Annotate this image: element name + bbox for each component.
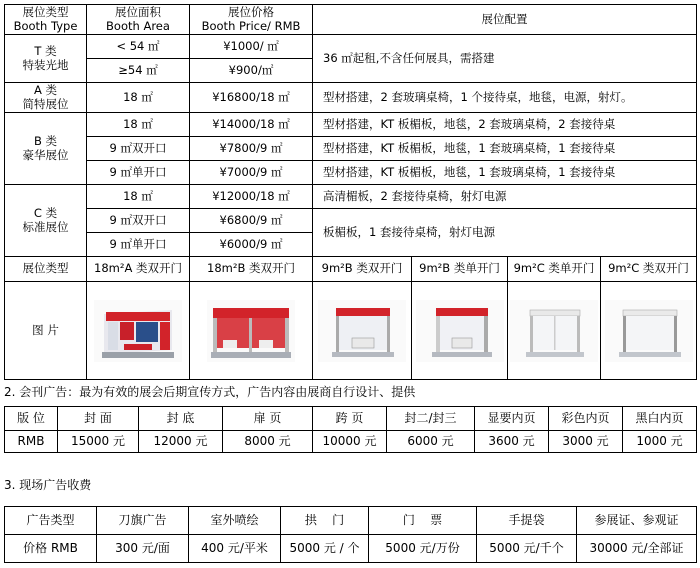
b-area-2: 9 ㎡双开口 <box>87 137 190 161</box>
booth-b9d-illustration <box>318 300 406 362</box>
booth-c9s-illustration <box>510 300 598 362</box>
table-row <box>5 83 697 113</box>
image-type-1: 18m²A 类双开门 <box>87 257 190 282</box>
b-price-1: ¥14000/18 ㎡ <box>190 113 313 137</box>
booth-photo-b-9-single <box>412 282 508 380</box>
pub-header-8: 黑白内页 <box>623 407 697 431</box>
pub-header-1: 封 面 <box>58 407 139 431</box>
table-row <box>5 113 697 137</box>
b-area-1: 18 ㎡ <box>87 113 190 137</box>
onsite-value-4: 5000 元/万份 <box>369 535 477 563</box>
t-class-name-1: T 类 <box>34 44 57 59</box>
onsite-value-2: 400 元/平米 <box>189 535 281 563</box>
c-price-2: ¥6800/9 ㎡ <box>190 209 313 233</box>
b-config-1: 型材搭建，KT 板楣板，地毯，2 套玻璃桌椅，2 套接待桌 <box>313 113 697 137</box>
c-price-3: ¥6000/9 ㎡ <box>190 233 313 257</box>
t-area-2: ≥54 ㎡ <box>87 59 190 83</box>
pub-header-2: 封 底 <box>139 407 223 431</box>
b-class-name <box>5 113 87 185</box>
booth-photo-a-18-double <box>87 282 190 380</box>
header-price-cn: 展位价格 <box>228 5 274 20</box>
header-price-en: Booth Price/ RMB <box>201 18 301 33</box>
header-type-cn: 展位类型 <box>22 5 69 20</box>
onsite-value-5: 5000 元/千个 <box>477 535 577 563</box>
onsite-value-6: 30000 元/全部证 <box>577 535 697 563</box>
table-row <box>5 137 697 161</box>
onsite-value-0: 价格 RMB <box>5 535 97 563</box>
booth-photo-c-9-single <box>508 282 601 380</box>
t-config: 36 ㎡起租,不含任何展具，需搭建 <box>313 35 697 83</box>
onsite-header-5: 手提袋 <box>477 507 577 535</box>
section2-title: 2. 会刊广告：最为有效的展会后期宣传方式，广告内容由展商自行设计、提供 <box>4 385 416 399</box>
b-class-name-2: 豪华展位 <box>22 147 69 162</box>
pub-header-6: 显要内页 <box>475 407 549 431</box>
image-type-4: 9m²B 类单开门 <box>412 257 508 282</box>
booth-photo-b-18-double <box>190 282 313 380</box>
table-row <box>5 507 697 535</box>
a-class-name <box>5 83 87 113</box>
t-class-name-2: 特装光地 <box>22 57 69 72</box>
c-class-name <box>5 185 87 257</box>
t-price-2: ¥900/㎡ <box>190 59 313 83</box>
a-price: ¥16800/18 ㎡ <box>190 83 313 113</box>
t-price-1: ¥1000/ ㎡ <box>190 35 313 59</box>
pub-value-4: 10000 元 <box>313 431 387 453</box>
b-config-3: 型材搭建，KT 板楣板，地毯，1 套玻璃桌椅，1 套接待桌 <box>313 161 697 185</box>
image-type-5: 9m²C 类单开门 <box>508 257 601 282</box>
image-type-row <box>5 257 697 282</box>
publication-ad-table <box>4 406 697 453</box>
pub-header-0: 版 位 <box>5 407 58 431</box>
c-config-1: 高清楣板，2 套接待桌椅，射灯电源 <box>313 185 697 209</box>
table-row <box>5 209 697 233</box>
pub-header-4: 跨 页 <box>313 407 387 431</box>
onsite-header-4: 门 票 <box>369 507 477 535</box>
picture-label: 图 片 <box>5 282 87 380</box>
t-class-name <box>5 35 87 83</box>
booth-price-table <box>4 4 697 380</box>
b-config-2: 型材搭建，KT 板楣板，地毯，1 套玻璃桌椅，1 套接待桌 <box>313 137 697 161</box>
image-type-6: 9m²C 类双开门 <box>601 257 697 282</box>
onsite-value-1: 300 元/面 <box>97 535 189 563</box>
c-area-1: 18 ㎡ <box>87 185 190 209</box>
table-row <box>5 407 697 431</box>
onsite-header-0: 广告类型 <box>5 507 97 535</box>
b-class-name-1: B 类 <box>33 134 58 149</box>
pub-value-6: 3600 元 <box>475 431 549 453</box>
header-area-en: Booth Area <box>106 18 170 33</box>
image-picture-row <box>5 282 697 380</box>
header-booth-config: 展位配置 <box>313 5 697 35</box>
b-price-3: ¥7000/9 ㎡ <box>190 161 313 185</box>
table-row <box>5 35 697 59</box>
pub-header-5: 封二/封三 <box>387 407 475 431</box>
a-area: 18 ㎡ <box>87 83 190 113</box>
booth-c9d-illustration <box>605 300 693 362</box>
a-class-name-1: A 类 <box>33 83 58 98</box>
header-booth-area <box>87 5 190 35</box>
pub-value-3: 8000 元 <box>223 431 313 453</box>
pub-value-8: 1000 元 <box>623 431 697 453</box>
pub-value-5: 6000 元 <box>387 431 475 453</box>
header-booth-type <box>5 5 87 35</box>
onsite-header-3: 拱 门 <box>281 507 369 535</box>
booth-a-illustration <box>94 300 182 362</box>
pub-header-7: 彩色内页 <box>549 407 623 431</box>
c-class-name-1: C 类 <box>33 206 58 221</box>
header-booth-price <box>190 5 313 35</box>
booth-b-illustration <box>207 300 295 362</box>
header-area-cn: 展位面积 <box>115 5 161 20</box>
table-row <box>5 535 697 563</box>
table-row <box>5 161 697 185</box>
a-class-name-2: 简特展位 <box>22 96 69 111</box>
onsite-header-2: 室外喷绘 <box>189 507 281 535</box>
booth-photo-c-9-double <box>601 282 697 380</box>
onsite-header-1: 刀旗广告 <box>97 507 189 535</box>
c-config-2: 板楣板，1 套接待桌椅，射灯电源 <box>313 209 697 257</box>
booth-b9s-illustration <box>416 300 504 362</box>
a-config: 型材搭建，2 套玻璃桌椅，1 个接待桌，地毯，电源，射灯。 <box>313 83 697 113</box>
b-price-2: ¥7800/9 ㎡ <box>190 137 313 161</box>
table-row <box>5 431 697 453</box>
booth-photo-b-9-double <box>313 282 412 380</box>
booth-header-row <box>5 5 697 35</box>
c-area-2: 9 ㎡双开口 <box>87 209 190 233</box>
pub-value-7: 3000 元 <box>549 431 623 453</box>
c-price-1: ¥12000/18 ㎡ <box>190 185 313 209</box>
pub-value-2: 12000 元 <box>139 431 223 453</box>
t-area-1: < 54 ㎡ <box>87 35 190 59</box>
pub-header-3: 扉 页 <box>223 407 313 431</box>
image-row-label: 展位类型 <box>5 257 87 282</box>
header-type-en: Booth Type <box>13 18 78 33</box>
section3-title: 3. 现场广告收费 <box>4 478 92 492</box>
onsite-value-3: 5000 元 / 个 <box>281 535 369 563</box>
c-class-name-2: 标准展位 <box>22 219 69 234</box>
onsite-header-6: 参展证、参观证 <box>577 507 697 535</box>
b-area-3: 9 ㎡单开口 <box>87 161 190 185</box>
pub-value-1: 15000 元 <box>58 431 139 453</box>
image-type-3: 9m²B 类双开门 <box>313 257 412 282</box>
onsite-ad-table <box>4 506 697 563</box>
pub-value-0: RMB <box>5 431 58 453</box>
c-area-3: 9 ㎡单开口 <box>87 233 190 257</box>
table-row <box>5 185 697 209</box>
image-type-2: 18m²B 类双开门 <box>190 257 313 282</box>
